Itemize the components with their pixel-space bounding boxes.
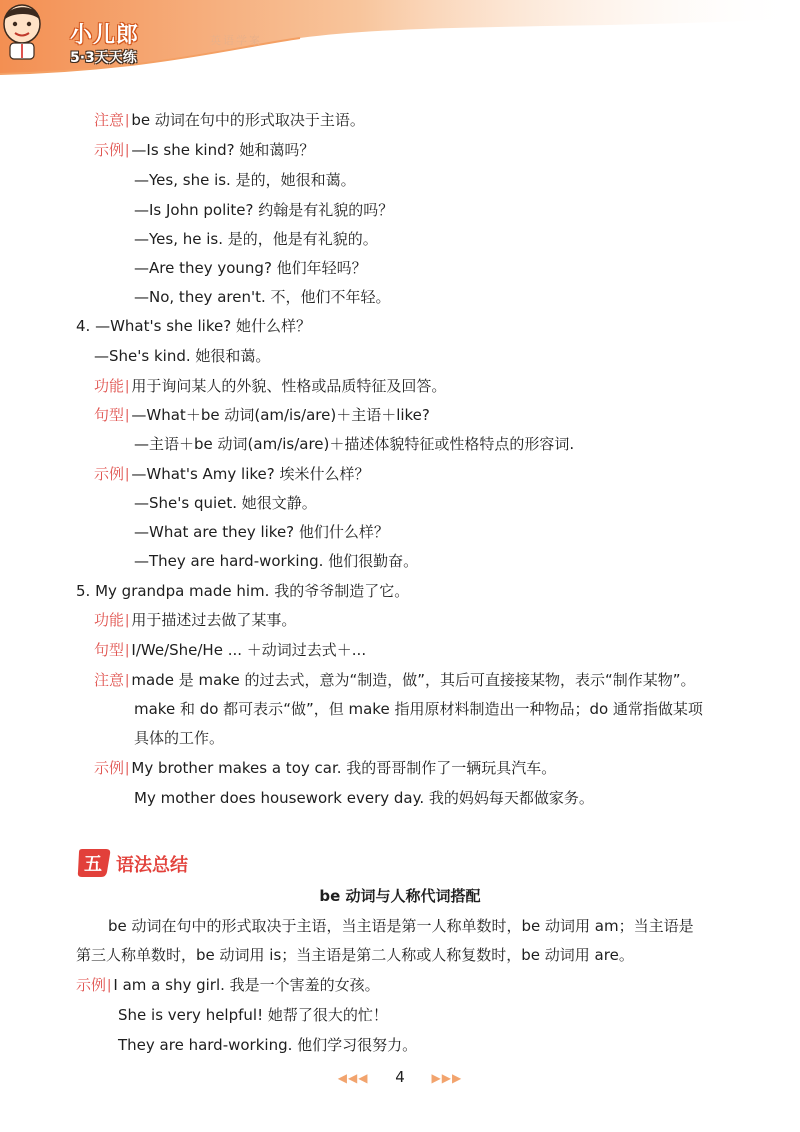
function-line bbox=[94, 376, 446, 398]
note-line bbox=[94, 670, 696, 692]
brand-name: 小儿郎 bbox=[70, 23, 140, 48]
label-tag: 注意 | bbox=[94, 111, 131, 129]
section-subtitle: be 动词与人称代词搭配 bbox=[319, 887, 481, 905]
label-tag: 句型 | bbox=[94, 406, 131, 424]
example-line: —Yes, she is. 是的，她很和蔼。 bbox=[134, 171, 356, 189]
example-line bbox=[76, 975, 380, 997]
line-text: —What＋be 动词(am/is/are)＋主语＋like? bbox=[131, 406, 430, 424]
line-text: be 动词在句中的形式取决于主语。 bbox=[131, 111, 365, 129]
line-text: made 是 make 的过去式，意为“制造，做”，其后可直接接某物，表示“制作某物”。 bbox=[131, 671, 696, 689]
example-line bbox=[94, 140, 314, 162]
example-line: —Yes, he is. 是的，他是有礼貌的。 bbox=[134, 230, 378, 248]
mascot-icon bbox=[0, 0, 46, 62]
example-line: She is very helpful! 她帮了很大的忙！ bbox=[118, 1006, 388, 1024]
label-tag: 示例 | bbox=[94, 141, 131, 159]
line-text: —What's Amy like? 埃米什么样？ bbox=[131, 465, 370, 483]
header-faint-text: 英语学案 bbox=[210, 34, 262, 47]
note-line bbox=[94, 110, 365, 132]
label-tag: 示例 | bbox=[76, 976, 113, 994]
grammar-paragraph: be 动词在句中的形式取决于主语，当主语是第一人称单数时，be 动词用 am；当主语是 bbox=[108, 917, 694, 935]
label-tag: 示例 | bbox=[94, 759, 131, 777]
line-text: 用于描述过去做了某事。 bbox=[131, 611, 297, 629]
example-line: They are hard-working. 他们学习很努力。 bbox=[118, 1036, 418, 1054]
line-text: My brother makes a toy car. 我的哥哥制作了一辆玩具汽车。 bbox=[131, 759, 557, 777]
item-heading: 4. —What's she like? 她什么样？ bbox=[76, 317, 311, 335]
example-line: —What are they like? 他们什么样？ bbox=[134, 523, 389, 541]
label-tag: 示例 | bbox=[94, 465, 131, 483]
section-badge-icon bbox=[76, 848, 112, 878]
page-header bbox=[0, 0, 800, 78]
answer-line: —She's kind. 她很和蔼。 bbox=[94, 347, 271, 365]
label-tag: 句型 | bbox=[94, 641, 131, 659]
example-line: —They are hard-working. 他们很勤奋。 bbox=[134, 552, 419, 570]
page-number: 4 bbox=[395, 1068, 405, 1086]
example-line bbox=[94, 758, 556, 780]
section-title: 语法总结 bbox=[116, 855, 188, 876]
example-line: —No, they aren't. 不，他们不年轻。 bbox=[134, 288, 391, 306]
line-text: 用于询问某人的外貌、性格或品质特征及回答。 bbox=[131, 377, 447, 395]
example-line: —Is John polite? 约翰是有礼貌的吗？ bbox=[134, 201, 394, 219]
example-line: —She's quiet. 她很文静。 bbox=[134, 494, 317, 512]
pattern-line bbox=[94, 640, 366, 662]
note-line: make 和 do 都可表示“做”，但 make 指用原材料制造出一种物品；do 通常指做某项 bbox=[134, 700, 703, 718]
item-heading: 5. My grandpa made him. 我的爷爷制造了它。 bbox=[76, 582, 410, 600]
line-text: I am a shy girl. 我是一个害羞的女孩。 bbox=[113, 976, 380, 994]
function-line bbox=[94, 610, 296, 632]
label-tag: 功能 | bbox=[94, 611, 131, 629]
label-tag: 功能 | bbox=[94, 377, 131, 395]
pattern-line bbox=[94, 405, 430, 427]
brand-subtitle: 5·3天天练 bbox=[70, 50, 137, 66]
note-line: 具体的工作。 bbox=[134, 729, 225, 747]
left-arrows-icon: ◀◀◀ bbox=[337, 1071, 369, 1085]
page-footer bbox=[0, 1068, 800, 1086]
example-line: My mother does housework every day. 我的妈妈每天都做家务。 bbox=[134, 789, 594, 807]
brand-logo bbox=[70, 18, 139, 67]
example-line: —Are they young? 他们年轻吗？ bbox=[134, 259, 367, 277]
example-line bbox=[94, 464, 370, 486]
section-badge-label: 五 bbox=[84, 854, 102, 875]
line-text: I/We/She/He ... ＋动词过去式＋... bbox=[131, 641, 367, 659]
grammar-paragraph: 第三人称单数时，be 动词用 is；当主语是第二人称或人称复数时，be 动词用 are。 bbox=[76, 946, 634, 964]
right-arrows-icon: ▶▶▶ bbox=[431, 1071, 463, 1085]
pattern-line: —主语＋be 动词(am/is/are)＋描述体貌特征或性格特点的形容词. bbox=[134, 435, 575, 453]
line-text: —Is she kind? 她和蔼吗？ bbox=[131, 141, 315, 159]
label-tag: 注意 | bbox=[94, 671, 131, 689]
